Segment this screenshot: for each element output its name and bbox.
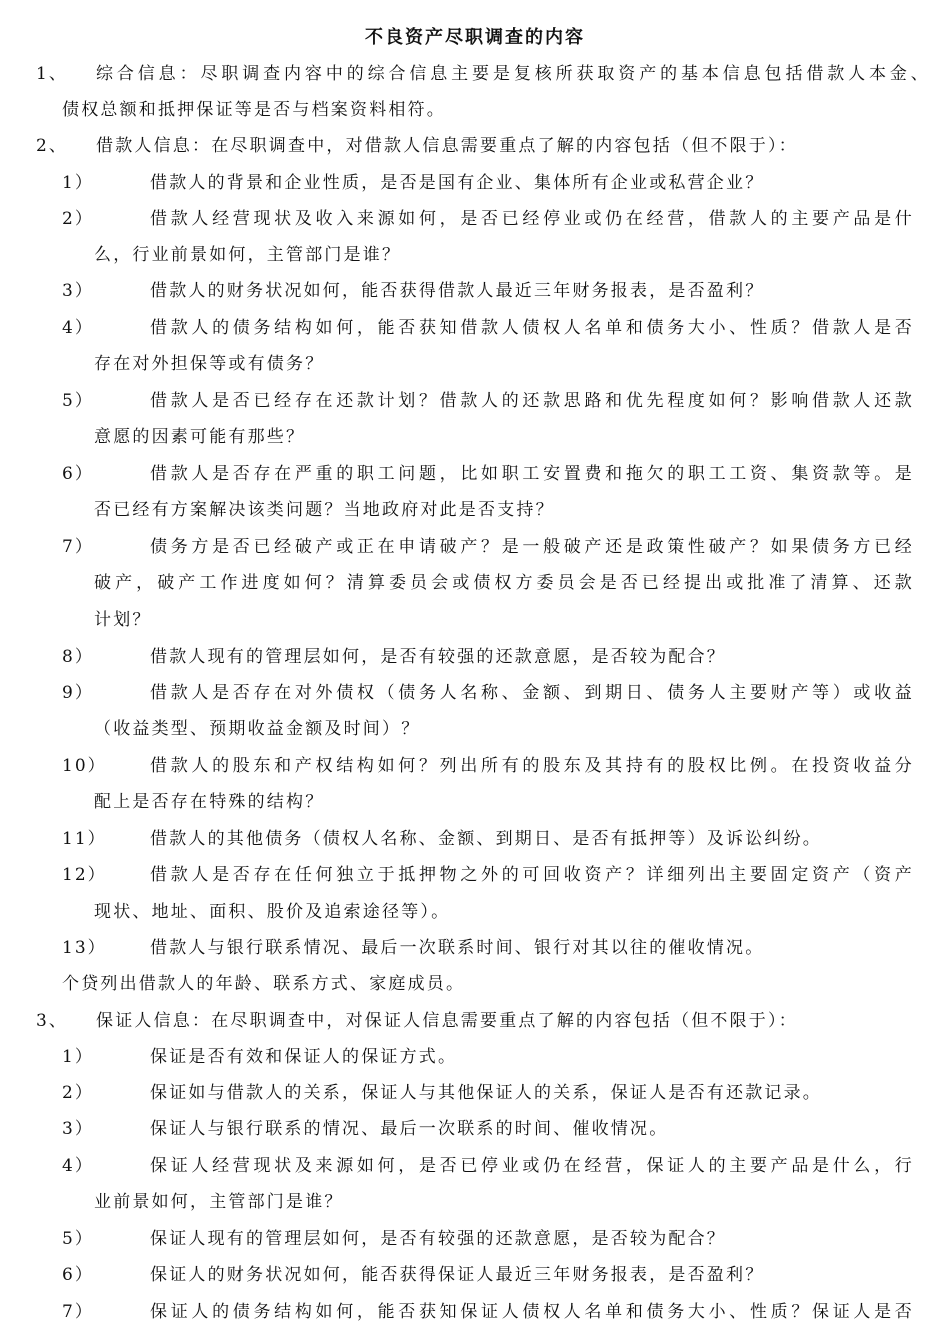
- list-item-text: 借款人的其他债务（债权人名称、金额、到期日、是否有抵押等）及诉讼纠纷。: [150, 829, 822, 849]
- section-note: 个贷列出借款人的年龄、联系方式、家庭成员。: [62, 974, 466, 994]
- list-item-number: 8）: [62, 647, 94, 667]
- list-item-text: 保证如与借款人的关系，保证人与其他保证人的关系，保证人是否有还款记录。: [150, 1083, 822, 1103]
- list-item-text: 保证人现有的管理层如何，是否有较强的还款意愿，是否较为配合？: [150, 1229, 726, 1249]
- list-item-text: 保证人与银行联系的情况、最后一次联系的时间、催收情况。: [150, 1119, 669, 1139]
- section-text-line: 债权总额和抵押保证等是否与档案资料相符。: [62, 100, 446, 120]
- section-text-line: 保证人信息：在尽职调查中，对保证人信息需要重点了解的内容包括（但不限于）：: [96, 1011, 798, 1031]
- section-number: 2、: [36, 136, 68, 156]
- list-item-text: 借款人的财务状况如何，能否获得借款人最近三年财务报表，是否盈利？: [150, 281, 765, 301]
- list-item-number: 13）: [62, 938, 107, 958]
- list-item-number: 5）: [62, 1229, 94, 1249]
- list-item-text: 借款人是否存在严重的职工问题，比如职工安置费和拖欠的职工工资、集资款等。是: [150, 464, 914, 484]
- list-item-text: 借款人是否已经存在还款计划？借款人的还款思路和优先程度如何？影响借款人还款: [150, 391, 914, 411]
- list-item-text: 借款人与银行联系情况、最后一次联系时间、银行对其以往的催收情况。: [150, 938, 765, 958]
- list-item-text: 存在对外担保等或有债务？: [94, 354, 325, 374]
- list-item-text: 借款人现有的管理层如何，是否有较强的还款意愿，是否较为配合？: [150, 647, 726, 667]
- list-item-number: 3）: [62, 281, 94, 301]
- section-text-line: 借款人信息：在尽职调查中，对借款人信息需要重点了解的内容包括（但不限于）：: [96, 136, 798, 156]
- list-item-number: 9）: [62, 683, 94, 703]
- list-item-text: 计划？: [94, 610, 152, 630]
- list-item-text: 借款人的背景和企业性质，是否是国有企业、集体所有企业或私营企业？: [150, 173, 765, 193]
- list-item-text: 意愿的因素可能有那些？: [94, 427, 306, 447]
- list-item-text: 借款人的债务结构如何，能否获知借款人债权人名单和债务大小、性质？借款人是否: [150, 318, 914, 338]
- list-item-text: 破产，破产工作进度如何？清算委员会或债权方委员会是否已经提出或批准了清算、还款: [94, 573, 914, 593]
- list-item-text: （收益类型、预期收益金额及时间）？: [94, 719, 421, 739]
- list-item-text: 保证人的债务结构如何，能否获知保证人债权人名单和债务大小、性质？保证人是否: [150, 1302, 914, 1322]
- list-item-number: 11）: [62, 829, 107, 849]
- list-item-text: 借款人的股东和产权结构如何？列出所有的股东及其持有的股权比例。在投资收益分: [150, 756, 914, 776]
- list-item-number: 2）: [62, 1083, 94, 1103]
- list-item-text: 借款人经营现状及收入来源如何，是否已经停业或仍在经营，借款人的主要产品是什: [150, 209, 914, 229]
- list-item-number: 1）: [62, 1047, 94, 1067]
- list-item-number: 6）: [62, 1265, 94, 1285]
- page-title: 不良资产尽职调查的内容: [365, 27, 585, 48]
- list-item-text: 业前景如何，主管部门是谁？: [94, 1192, 344, 1212]
- section-text-line: 综合信息：尽职调查内容中的综合信息主要是复核所获取资产的基本信息包括借款人本金、: [96, 64, 930, 84]
- list-item-text: 借款人是否存在对外债权（债务人名称、金额、到期日、债务人主要财产等）或收益: [150, 683, 914, 703]
- list-item-number: 12）: [62, 865, 107, 885]
- list-item-text: 否已经有方案解决该类问题？当地政府对此是否支持？: [94, 500, 555, 520]
- list-item-text: 借款人是否存在任何独立于抵押物之外的可回收资产？详细列出主要固定资产（资产: [150, 865, 914, 885]
- list-item-number: 1）: [62, 173, 94, 193]
- list-item-text: 保证人经营现状及来源如何，是否已停业或仍在经营，保证人的主要产品是什么，行: [150, 1156, 914, 1176]
- list-item-text: 现状、地址、面积、股价及追索途径等）。: [94, 902, 451, 922]
- list-item-text: 配上是否存在特殊的结构？: [94, 792, 325, 812]
- list-item-number: 5）: [62, 391, 94, 411]
- section-number: 1、: [36, 64, 68, 84]
- list-item-text: 保证是否有效和保证人的保证方式。: [150, 1047, 458, 1067]
- list-item-number: 7）: [62, 1302, 94, 1322]
- list-item-number: 4）: [62, 1156, 94, 1176]
- list-item-number: 10）: [62, 756, 107, 776]
- list-item-number: 6）: [62, 464, 94, 484]
- section-number: 3、: [36, 1011, 68, 1031]
- list-item-text: 保证人的财务状况如何，能否获得保证人最近三年财务报表，是否盈利？: [150, 1265, 765, 1285]
- list-item-text: 债务方是否已经破产或正在申请破产？是一般破产还是政策性破产？如果债务方已经: [150, 537, 914, 557]
- list-item-text: 么，行业前景如何，主管部门是谁？: [94, 245, 402, 265]
- list-item-number: 7）: [62, 537, 94, 557]
- list-item-number: 2）: [62, 209, 94, 229]
- list-item-number: 4）: [62, 318, 94, 338]
- list-item-number: 3）: [62, 1119, 94, 1139]
